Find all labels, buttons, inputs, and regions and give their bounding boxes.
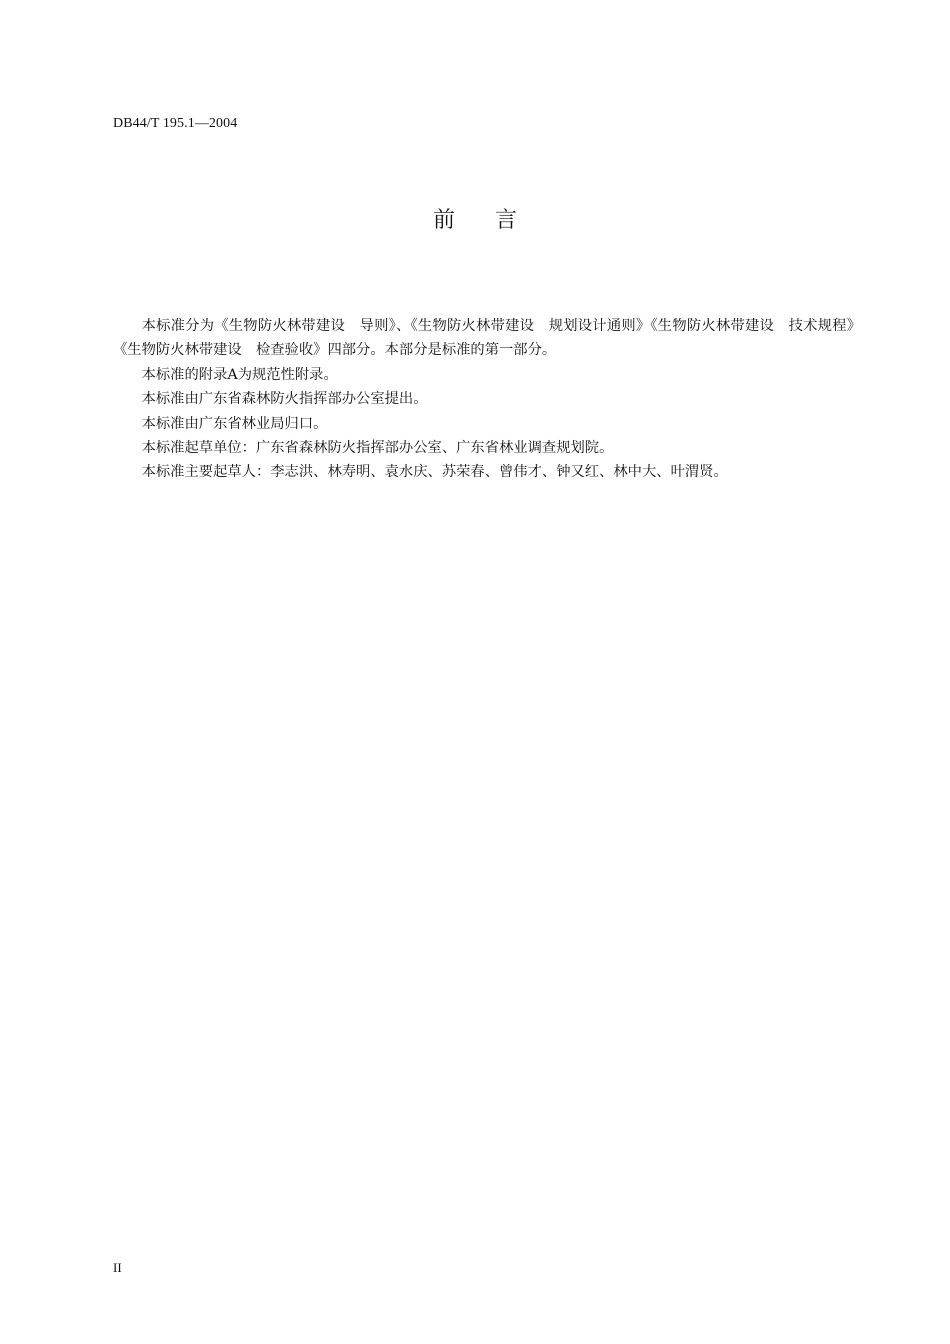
paragraph-drafters: 本标准主要起草人：李志洪、林寿明、袁水庆、苏荣春、曾伟才、钟又红、林中大、叶渭贤。 [141, 464, 728, 481]
paragraph-administrator: 本标准由广东省林业局归口。 [141, 415, 328, 432]
foreword-body [113, 314, 861, 485]
paragraph-proposer: 本标准由广东省森林防火指挥部办公室提出。 [141, 391, 428, 408]
paragraph-drafting-units: 本标准起草单位：广东省森林防火指挥部办公室、广东省林业调查规划院。 [141, 440, 614, 457]
page-number: II [113, 1260, 122, 1275]
page-title: 前言 [432, 208, 557, 233]
paragraph-parts: 本标准分为《生物防火林带建设 导则》、《生物防火林带建设 规划设计通则》《生物防火林带建设 技术规程》《生物防火林带建设 检查验收》四部分。本部分是标准的第一部分。 [113, 318, 861, 359]
paragraph-appendix: 本标准的附录A为规范性附录。 [141, 366, 338, 383]
standard-code: DB44/T 195.1—2004 [113, 116, 238, 131]
